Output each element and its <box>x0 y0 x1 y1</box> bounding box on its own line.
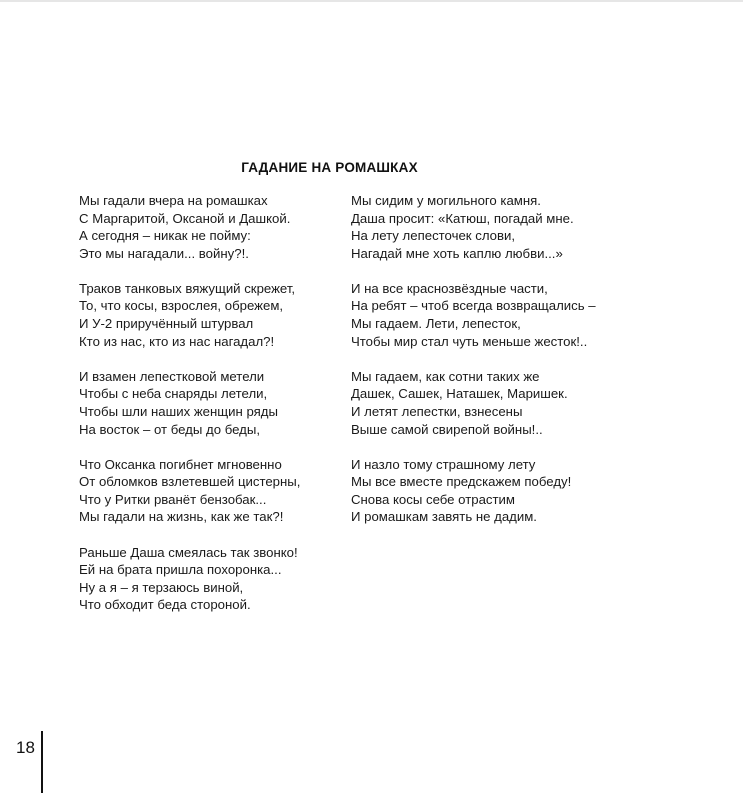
poem-line: И У-2 приручённый штурвал <box>79 316 254 332</box>
poem-line: Мы гадаем. Лети, лепесток, <box>351 316 521 332</box>
poem-line: Что обходит беда стороной. <box>79 597 251 613</box>
stanza <box>79 456 339 526</box>
poem-line: И ромашкам завять не дадим. <box>351 509 537 525</box>
right-column <box>351 192 611 544</box>
poem-line: Мы гадали вчера на ромашках <box>79 193 268 208</box>
stanza <box>351 368 611 438</box>
poem-line: Мы гадали на жизнь, как же так?! <box>79 509 284 525</box>
stanza <box>79 192 339 262</box>
poem-line: Мы гадаем, как сотни таких же <box>351 368 540 384</box>
poem-line: А сегодня – никак не пойму: <box>79 228 251 244</box>
poem-line: И летят лепестки, взнесены <box>351 403 523 419</box>
top-border-line <box>0 0 743 2</box>
poem-line: Траков танковых вяжущий скрежет, <box>79 280 296 296</box>
stanza <box>351 192 611 262</box>
page-number: 18 <box>16 738 35 757</box>
poem-line: Снова косы себе отрастим <box>351 491 515 507</box>
poem-line: Выше самой свирепой войны!.. <box>351 421 543 437</box>
poem-line: Нагадай мне хоть каплю любви...» <box>351 245 563 261</box>
poem-line: Чтобы шли наших женщин ряды <box>79 403 278 419</box>
stanza <box>79 368 339 438</box>
poem-title: ГАДАНИЕ НА РОМАШКАХ <box>241 160 418 175</box>
poem-line: Мы все вместе предскажем победу! <box>351 474 572 490</box>
poem-line: Чтобы с неба снаряды летели, <box>79 386 268 402</box>
poem-line: И взамен лепестковой метели <box>79 368 265 384</box>
poem-line: Ну а я – я терзаюсь виной, <box>79 579 244 595</box>
poem-line: Даша просит: «Катюш, погадай мне. <box>351 210 574 226</box>
poem-line: С Маргаритой, Оксаной и Дашкой. <box>79 210 291 226</box>
stanza <box>79 280 339 350</box>
poem-line: На лету лепесточек слови, <box>351 228 516 244</box>
poem-line: На восток – от беды до беды, <box>79 421 260 437</box>
poem-line: На ребят – чтоб всегда возвращались – <box>351 298 596 314</box>
left-column <box>79 192 339 631</box>
poem-line: То, что косы, взрослея, обрежем, <box>79 298 284 314</box>
page-number-rule <box>41 731 43 793</box>
poem-line: Кто из нас, кто из нас нагадал?! <box>79 333 275 349</box>
stanza <box>351 456 611 526</box>
stanza <box>351 280 611 350</box>
poem-line: Что у Ритки рванёт бензобак... <box>79 491 267 507</box>
poem-line: Чтобы мир стал чуть меньше жесток!.. <box>351 333 588 349</box>
poem-line: Это мы нагадали... войну?!. <box>79 245 249 261</box>
poem-line: И назло тому страшному лету <box>351 456 536 472</box>
poem-line: Что Оксанка погибнет мгновенно <box>79 456 282 472</box>
poem-line: Дашек, Сашек, Наташек, Маришек. <box>351 386 568 402</box>
poem-line: Мы сидим у могильного камня. <box>351 193 541 208</box>
poem-line: От обломков взлетевшей цистерны, <box>79 474 301 490</box>
stanza <box>79 544 339 614</box>
poem-line: Ей на брата пришла похоронка... <box>79 562 282 578</box>
poem-line: Раньше Даша смеялась так звонко! <box>79 544 298 560</box>
poem-line: И на все краснозвёздные части, <box>351 280 548 296</box>
